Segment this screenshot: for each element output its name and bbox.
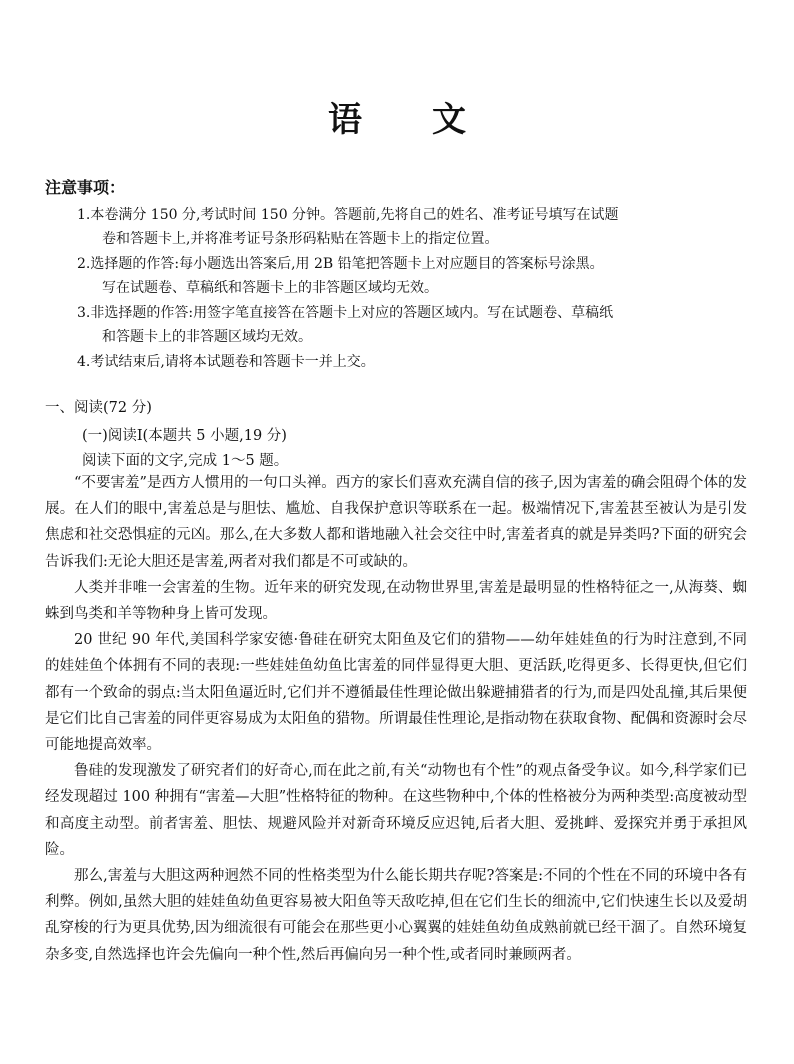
notice-item-continuation: 写在试题卷、草稿纸和答题卡上的非答题区域均无效。 — [102, 280, 438, 296]
notice-item — [77, 301, 752, 349]
section-heading: 一、阅读(72 分) — [45, 400, 152, 416]
notice-list — [77, 203, 752, 375]
notice-item-line: 2.选择题的作答:每小题选出答案后,用 2B 铅笔把答题卡上对应题目的答案标号涂黑。 — [77, 256, 604, 272]
notice-heading: 注意事项： — [45, 178, 126, 197]
notice-item — [77, 203, 752, 251]
notice-item — [77, 252, 752, 300]
passage-paragraph: 那么,害羞与大胆这两种迥然不同的性格类型为什么能长期共存呢?答案是:不同的个性在不同的环境中各有利弊。例如,虽然大胆的娃娃鱼幼鱼更容易被大阳鱼等天敌吃掉,但在它们生长的细流中,它们快速生长以及爱胡乱穿梭的行为更具优势,因为细流很有可能会在那些更小心翼翼的娃娃鱼幼鱼成熟前就已经干涸了。自然环境复杂多变,自然选择也许会先偏向一种个性,然后再偏向另一种个性,或者同时兼顾两者。 — [45, 868, 747, 963]
passage-paragraph: 20 世纪 90 年代,美国科学家安德·鲁硅在研究太阳鱼及它们的猎物——幼年娃娃鱼的行为时注意到,不同的娃娃鱼个体拥有不同的表现:一些娃娃鱼幼鱼比害羞的同伴显得更大胆、更活跃,吃得更多、长得更快,但它们都有一个致命的弱点:当太阳鱼逼近时,它们并不遵循最佳性理论做出躲避捕猎者的行为,而是四处乱撞,其后果便是它们比自己害羞的同伴更容易成为太阳鱼的猎物。所谓最佳性理论,是指动物在获取食物、配偶和资源时会尽可能地提高效率。 — [45, 632, 747, 754]
notice-item-line: 4.考试结束后,请将本试题卷和答题卡一并上交。 — [77, 354, 375, 370]
title-char-1: 语 — [328, 100, 362, 140]
passage-paragraph: 鲁硅的发现激发了研究者们的好奇心,而在此之前,有关“动物也有个性”的观点备受争议。如今,科学家们已经发现超过 100 种拥有“害羞—大胆”性格特征的物种。在这些物种中,个体的性格被分为两种类型:高度被动型和高度主动型。前者害羞、胆怯、规避风险并对新奇环境反应迟钝,后者大胆、爱挑衅、爱探究并勇于承担风险。 — [45, 763, 747, 858]
notice-item-continuation: 卷和答题卡上,并将准考证号条形码粘贴在答题卡上的指定位置。 — [102, 231, 499, 247]
notice-item-line: 3.非选择题的作答:用签字笔直接答在答题卡上对应的答题区域内。写在试题卷、草稿纸 — [77, 305, 614, 321]
notice-item-continuation: 和答题卡上的非答题区域均无效。 — [102, 329, 312, 345]
passage-paragraph: 人类并非唯一会害羞的生物。近年来的研究发现,在动物世界里,害羞是最明显的性格特征之一,从海葵、蜘蛛到鸟类和羊等物种身上皆可发现。 — [45, 579, 747, 623]
reading-passage — [45, 470, 747, 968]
title-char-2: 文 — [432, 100, 466, 140]
passage-paragraph: “不要害羞”是西方人惯用的一句口头禅。西方的家长们喜欢充满自信的孩子,因为害羞的确会阻碍个体的发展。在人们的眼中,害羞总是与胆怯、尴尬、自我保护意识等联系在一起。极端情况下,害羞甚至被认为是引发焦虑和社交恐惧症的元凶。那么,在大多数人都和谐地融入社会交往中时,害羞者真的就是异类吗?下面的研究会告诉我们:无论大胆还是害羞,两者对我们都是不可或缺的。 — [45, 475, 747, 570]
notice-item — [77, 350, 752, 374]
page-title — [0, 92, 794, 141]
sub-section-heading: (一)阅读Ⅰ(本题共 5 小题,19 分) — [82, 428, 287, 444]
notice-item-line: 1.本卷满分 150 分,考试时间 150 分钟。答题前,先将自己的姓名、准考证号填写在试题 — [77, 207, 619, 223]
reading-instruction: 阅读下面的文字,完成 1～5 题。 — [82, 453, 289, 469]
